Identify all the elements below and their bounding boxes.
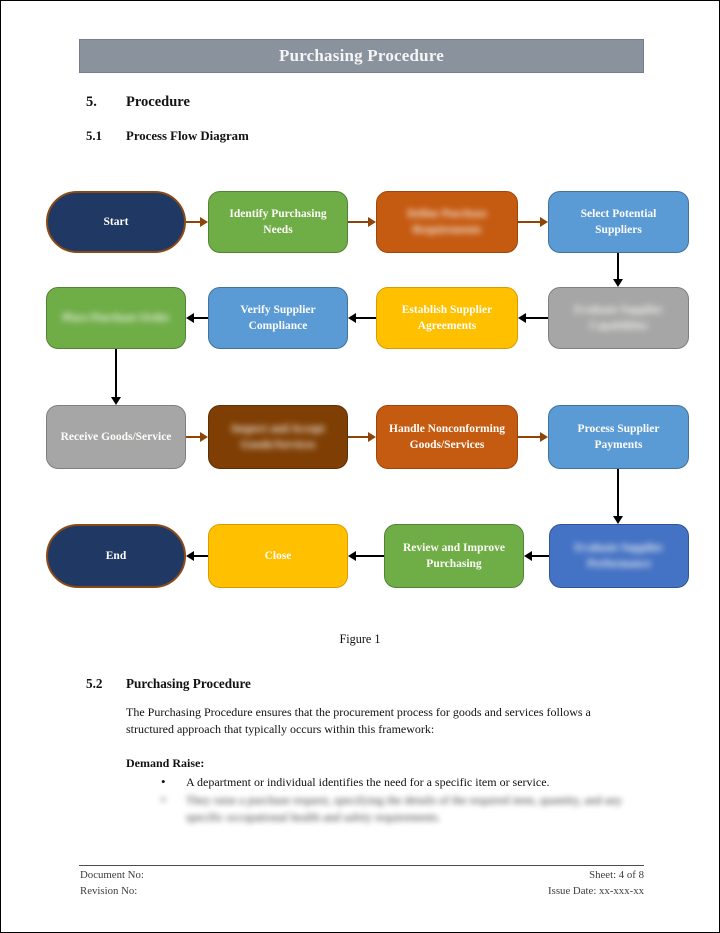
flow-node-label: Evaluate Supplier Capabilities [574, 303, 663, 332]
section-title: Procedure [126, 94, 190, 110]
section-title: Purchasing Procedure [126, 676, 251, 691]
flow-node-evaluate-capabilities [548, 287, 689, 349]
demand-raise-subheading: Demand Raise: [126, 756, 205, 770]
flow-node-label: Receive Goods/Service [60, 430, 172, 443]
section-title: Process Flow Diagram [126, 129, 249, 143]
section-number: 5. [86, 94, 97, 110]
bullet-item-blurred: • They raise a purchase request, specifying the details of the required item, quantity, and any specific occupational health and safety requirements. [153, 792, 623, 826]
section-5-2-paragraph: The Purchasing Procedure ensures that the procurement process for goods and services follows a structured approach that typically occurs within this framework: [126, 705, 591, 737]
arrow-right-icon [186, 221, 201, 223]
arrow-right-icon [186, 436, 201, 438]
flow-node-label: Review and Improve Purchasing [402, 541, 505, 570]
arrow-left-icon [193, 555, 208, 557]
section-5-1-heading [86, 129, 249, 144]
arrow-left-icon [355, 317, 376, 319]
flow-node-receive-goods [46, 405, 186, 469]
flow-node-label: Close [264, 549, 292, 562]
flow-node-label: Handle Nonconforming Goods/Services [389, 422, 505, 451]
arrow-left-icon [193, 317, 208, 319]
flow-node-close [208, 524, 348, 588]
document-no-label: Document No: [80, 869, 144, 881]
flow-node-label: Define Purchase Requirements [407, 207, 487, 236]
revision-no-label: Revision No: [80, 884, 138, 897]
flow-node-label: Inspect and Accept Goods/Services [231, 422, 325, 451]
flow-node-label: Place Purchase Order [62, 311, 170, 324]
footer-right [548, 868, 644, 899]
arrow-right-icon [518, 221, 541, 223]
flow-node-place-order [46, 287, 186, 349]
flow-node-evaluate-performance [549, 524, 689, 588]
document-title: Purchasing Procedure [278, 46, 445, 65]
flow-node-label: Establish Supplier Agreements [401, 303, 493, 332]
footer-divider [79, 865, 644, 866]
arrow-left-icon [531, 555, 549, 557]
flow-node-end [46, 524, 186, 588]
figure-caption: Figure 1 [339, 632, 381, 646]
flow-node-label: Process Supplier Payments [577, 422, 660, 451]
flow-node-select-suppliers [548, 191, 689, 253]
title-banner [79, 39, 644, 73]
flow-node-inspect-accept [208, 405, 348, 469]
arrow-left-icon [525, 317, 548, 319]
section-number: 5.1 [86, 129, 102, 143]
section-5-2-heading [86, 676, 251, 692]
section-5-heading [86, 94, 190, 111]
flow-node-verify-compliance [208, 287, 348, 349]
flow-node-start [46, 191, 186, 253]
flow-node-define-requirements [376, 191, 518, 253]
flow-node-process-payments [548, 405, 689, 469]
arrow-right-icon [348, 436, 369, 438]
flow-node-label: Evaluate Supplier Performance [574, 541, 664, 570]
bullet-item: • A department or individual identifies the need for a specific item or service. [153, 774, 639, 791]
issue-date-label: Issue Date: xx-xxx-xx [548, 884, 644, 897]
flow-node-label: End [105, 549, 127, 562]
flow-node-establish-agreements [376, 287, 518, 349]
flow-node-identify-needs [208, 191, 348, 253]
arrow-down-icon [617, 469, 619, 517]
flow-node-review-improve [384, 524, 524, 588]
section-number: 5.2 [86, 676, 103, 691]
arrow-down-icon [617, 253, 619, 280]
flow-node-label: Identify Purchasing Needs [229, 207, 327, 236]
flow-node-label: Select Potential Suppliers [580, 207, 657, 236]
arrow-left-icon [355, 555, 384, 557]
sheet-label: Sheet: 4 of 8 [589, 869, 644, 881]
footer-left [80, 868, 144, 899]
flow-node-label: Start [103, 215, 129, 228]
flow-node-handle-nonconforming [376, 405, 518, 469]
flow-node-label: Verify Supplier Compliance [240, 303, 316, 332]
arrow-down-icon [115, 349, 117, 398]
arrow-right-icon [348, 221, 369, 223]
arrow-right-icon [518, 436, 541, 438]
